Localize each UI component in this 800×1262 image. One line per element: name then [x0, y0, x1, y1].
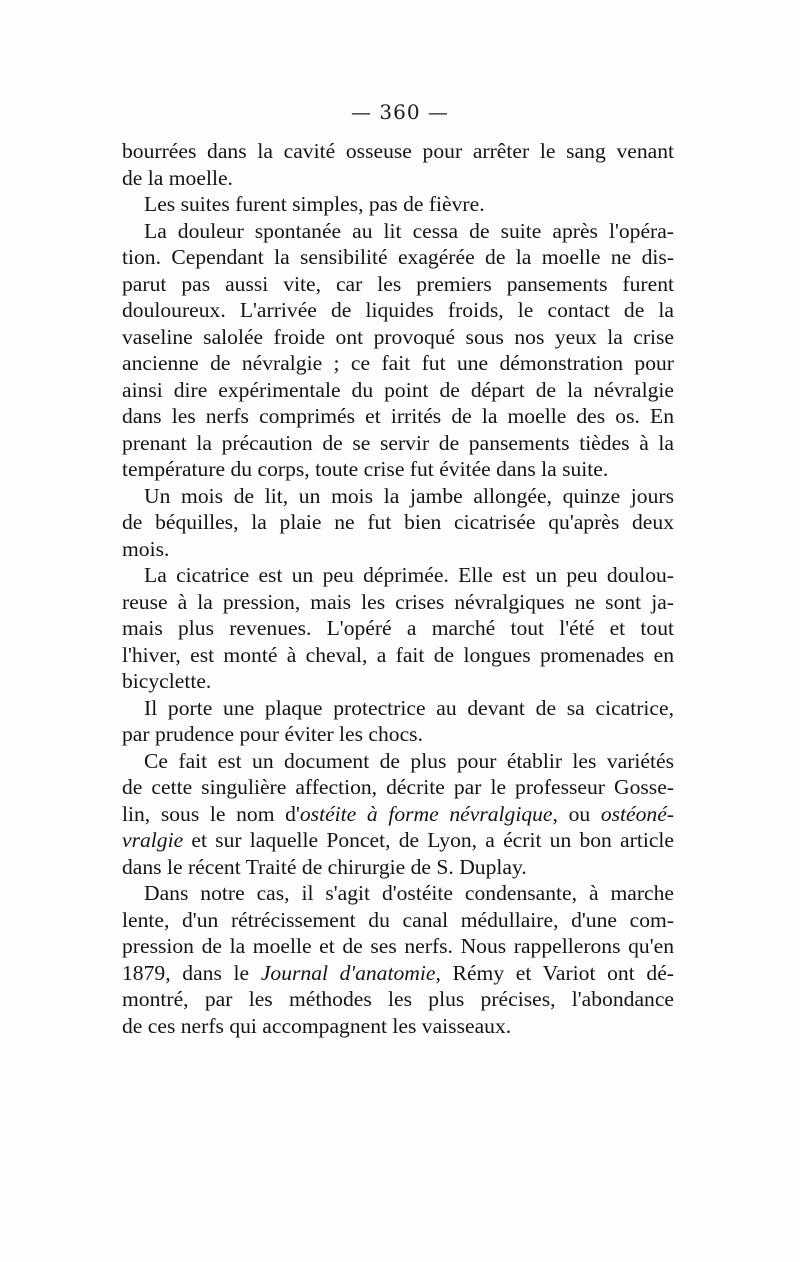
- text-line: bourrées dans la cavité osseuse pour arrêter le sang venant: [122, 139, 674, 163]
- text-line: Les suites furent simples, pas de fièvre.: [144, 192, 485, 216]
- paragraph-3: [122, 218, 674, 483]
- text-line: pression de la moelle et de ses nerfs. Nous rappellerons qu'en: [122, 934, 674, 958]
- text-line: Ce fait est un document de plus pour établir les variétés: [144, 748, 674, 773]
- paragraph-4: [122, 483, 674, 563]
- text-line: Dans notre cas, il s'agit d'ostéite condensante, à marche: [144, 881, 674, 905]
- paragraph-7: [122, 748, 674, 881]
- text-line: tion. Cependant la sensibilité exagérée de la moelle ne dis-: [122, 245, 674, 269]
- text-line: de cette singulière affection, décrite par le professeur Gosse-: [122, 775, 674, 799]
- text-line: mais plus revenues. L'opéré a marché tout l'été et tout: [122, 616, 674, 640]
- text-line: douloureux. L'arrivée de liquides froids, le contact de la: [122, 298, 674, 322]
- text-line-italic: vralgie et sur laquelle Poncet, de Lyon, a écrit un bon article: [122, 828, 674, 852]
- text-line-italic: 1879, dans le Journal d'anatomie, Rémy et Variot ont dé-: [122, 960, 674, 985]
- paragraph-8: [122, 880, 674, 1039]
- text-line: reuse à la pression, mais les crises névralgiques ne sont ja-: [122, 589, 674, 614]
- body-text: [122, 138, 674, 1039]
- text-line: La cicatrice est un peu déprimée. Elle est un peu doulou-: [144, 563, 674, 587]
- paragraph-5: [122, 562, 674, 695]
- page-number: — 360 —: [351, 100, 449, 124]
- text-line: par prudence pour éviter les chocs.: [122, 722, 423, 746]
- paragraph-6: [122, 695, 674, 748]
- text-line: température du corps, toute crise fut évitée dans la suite.: [122, 457, 609, 481]
- text-line: dans les nerfs comprimés et irrités de la moelle des os. En: [122, 404, 674, 428]
- text-line-italic: lin, sous le nom d'ostéite à forme névralgique, ou ostéoné-: [122, 801, 674, 826]
- text-line: bicyclette.: [122, 669, 212, 693]
- text-line: ancienne de névralgie ; ce fait fut une démonstration pour: [122, 351, 674, 375]
- text-line: lente, d'un rétrécissement du canal médullaire, d'une com-: [122, 907, 674, 932]
- text-line: dans le récent Traité de chirurgie de S. Duplay.: [122, 854, 527, 879]
- text-line: Un mois de lit, un mois la jambe allongée, quinze jours: [144, 483, 674, 508]
- text-line: de ces nerfs qui accompagnent les vaisseaux.: [122, 1013, 512, 1038]
- text-line: Il porte une plaque protectrice au devant de sa cicatrice,: [144, 695, 674, 720]
- text-line: prenant la précaution de se servir de pansements tièdes à la: [122, 430, 674, 455]
- text-line: de la moelle.: [122, 165, 233, 190]
- text-line: ainsi dire expérimentale du point de départ de la névralgie: [122, 377, 674, 402]
- paragraph-1: [122, 138, 674, 191]
- paragraph-2: [122, 191, 674, 218]
- text-line: montré, par les méthodes les plus précises, l'abondance: [122, 987, 674, 1011]
- text-line: mois.: [122, 536, 170, 561]
- text-line: La douleur spontanée au lit cessa de suite après l'opéra-: [144, 218, 674, 243]
- text-line: de béquilles, la plaie ne fut bien cicatrisée qu'après deux: [122, 510, 674, 534]
- text-line: parut pas aussi vite, car les premiers pansements furent: [122, 271, 674, 296]
- text-line: vaseline salolée froide ont provoqué sous nos yeux la crise: [122, 324, 674, 349]
- text-line: l'hiver, est monté à cheval, a fait de longues promenades en: [122, 642, 674, 667]
